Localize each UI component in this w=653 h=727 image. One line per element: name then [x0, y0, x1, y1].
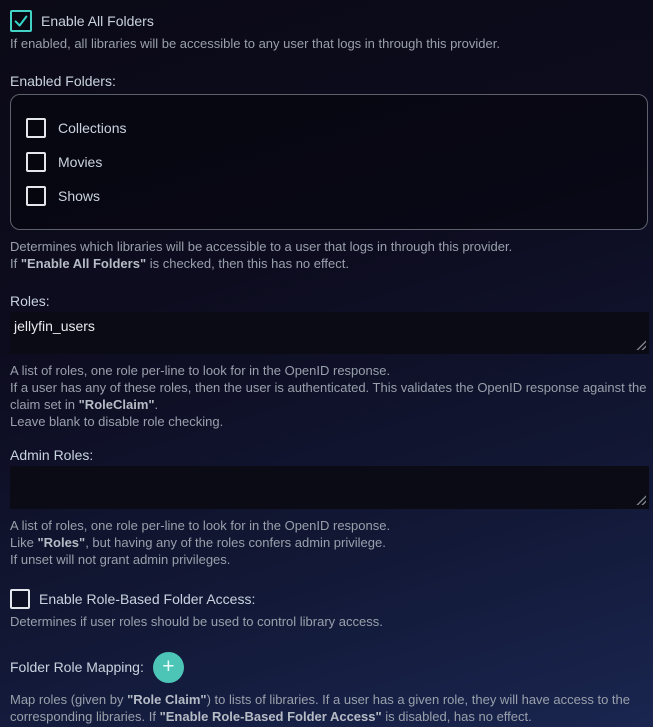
enabled-folders-label: Enabled Folders:: [10, 73, 116, 89]
add-folder-role-mapping-button[interactable]: [153, 652, 184, 683]
checkmark-icon: [12, 12, 30, 30]
roles-help: A list of roles, one role per-line to look for in the OpenID response. If a user has any of these roles, then the user is authenticated. This validates the OpenID response against the claim set in "RoleClaim". Leave blank to disable role checking.: [10, 363, 647, 429]
enabled-folders-help: Determines which libraries will be accessible to a user that logs in through this provider. If "Enable All Folders" is checked, then this has no effect.: [10, 239, 513, 271]
folder-label: Shows: [58, 188, 101, 204]
enable-all-folders-help: If enabled, all libraries will be accessible to any user that logs in through this provider.: [10, 36, 500, 51]
folder-role-mapping-row: [10, 652, 649, 683]
enable-all-folders-row[interactable]: [10, 10, 649, 32]
admin-roles-label: Admin Roles:: [10, 447, 94, 463]
enable-all-folders-checkbox[interactable]: [10, 10, 32, 32]
admin-roles-input[interactable]: [10, 466, 649, 509]
roles-label: Roles:: [10, 293, 50, 309]
folder-checkbox[interactable]: [26, 152, 46, 172]
role-based-access-help: Determines if user roles should be used to control library access.: [10, 614, 383, 629]
folder-checkbox[interactable]: [26, 186, 46, 206]
role-based-access-label: Enable Role-Based Folder Access:: [39, 591, 256, 607]
folder-role-mapping-label: Folder Role Mapping:: [10, 659, 144, 675]
folder-label: Collections: [58, 120, 127, 136]
folder-checkbox[interactable]: [26, 118, 46, 138]
enable-all-folders-label: Enable All Folders: [41, 13, 154, 29]
roles-input[interactable]: [10, 312, 649, 354]
folder-checkbox-row[interactable]: [26, 186, 632, 206]
role-based-access-checkbox[interactable]: [10, 589, 30, 609]
folder-checkbox-row[interactable]: [26, 118, 632, 138]
admin-roles-help: A list of roles, one role per-line to look for in the OpenID response. Like "Roles", but having any of the roles confers admin privilege. If unset will not grant admin privileges.: [10, 518, 391, 567]
roles-textarea-wrap: [10, 312, 649, 354]
role-based-access-row[interactable]: [10, 589, 649, 609]
admin-roles-textarea-wrap: [10, 466, 649, 509]
folder-label: Movies: [58, 154, 103, 170]
folder-checkbox-row[interactable]: [26, 152, 632, 172]
folder-role-mapping-help: Map roles (given by "Role Claim") to lists of libraries. If a user has a given role, they will have access to the corresponding libraries. If "Enable Role-Based Folder Access" is disabled, has no effect.: [10, 692, 630, 724]
enabled-folders-box: [10, 94, 648, 230]
plus-icon: +: [162, 655, 175, 678]
